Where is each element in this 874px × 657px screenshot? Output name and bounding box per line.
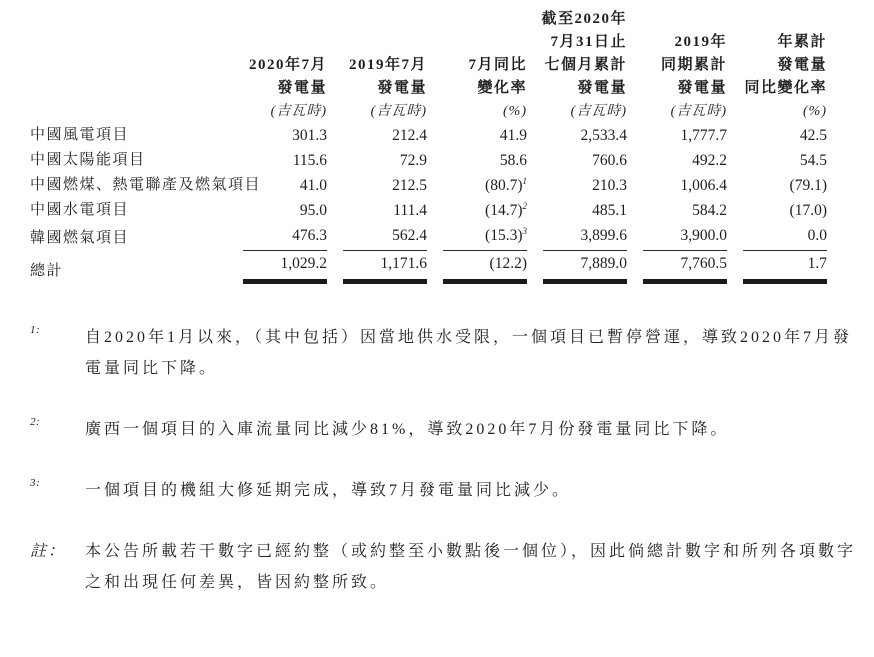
column-rule: 3,899.6 xyxy=(543,223,627,251)
cell: 72.9 xyxy=(399,152,427,169)
column-rule: 3,900.0 xyxy=(643,223,727,251)
header-line: 7月同比 xyxy=(468,57,527,73)
cell xyxy=(327,223,427,251)
header-line: 2019年 xyxy=(674,34,727,50)
col-header-ytd-yoy xyxy=(727,8,827,123)
header-spacer xyxy=(30,8,227,123)
double-rule xyxy=(743,279,827,284)
header-line: 發電量 xyxy=(677,80,727,96)
header-line: 截至2020年 xyxy=(541,11,627,27)
cell-value: 58.6 xyxy=(499,152,527,169)
note-text: 本公告所載若干數字已經約整（或約整至小數點後一個位），因此倘總計數字和所列各項數字之和出現任何差異，皆因約整所致。 xyxy=(85,543,857,591)
column-rule xyxy=(443,223,527,251)
double-rule xyxy=(443,279,527,284)
header-line: 2020年7月 xyxy=(248,57,327,73)
header-line: 發電量 xyxy=(377,80,427,96)
header-line: 發電量 xyxy=(577,80,627,96)
column-rule: 476.3 xyxy=(243,223,327,251)
row-label: 中國太陽能項目 xyxy=(30,152,146,168)
footnotes-section xyxy=(30,322,874,598)
header-line: 變化率 xyxy=(477,80,527,96)
header-unit: (%) xyxy=(803,104,827,119)
footnote-text: 自2020年1月以來，（其中包括）因當地供水受限，一個項目已暫停營運，導致2020年7月發電量同比下降。 xyxy=(85,329,853,377)
cell xyxy=(527,223,627,251)
cell: (79.1) xyxy=(789,177,827,194)
cell: 2,533.4 xyxy=(580,127,627,144)
table-row-china-coal-chp-gas xyxy=(30,173,827,198)
cell: 210.3 xyxy=(592,177,627,194)
footnote-ref: 1 xyxy=(522,175,527,186)
footnote-ref: 2 xyxy=(522,200,527,211)
header-line: 七個月累計 xyxy=(544,57,627,73)
column-rule: 0.0 xyxy=(743,223,827,251)
footnote-3 xyxy=(30,475,874,506)
cell-value: 7,889.0 xyxy=(580,255,627,272)
table-row-china-solar xyxy=(30,148,827,173)
footnote-marker: 1: xyxy=(30,324,41,336)
row-label: 中國燃煤、熱電聯產及燃氣項目 xyxy=(30,177,262,193)
rounding-note xyxy=(30,536,874,598)
cell-value: (15.3) xyxy=(485,227,523,244)
header-line: 7月31日止 xyxy=(550,34,627,50)
footnote-text: 一個項目的機組大修延期完成，導致7月發電量同比減少。 xyxy=(85,482,572,499)
double-rule xyxy=(643,279,727,284)
cell: 41.0 xyxy=(299,177,327,194)
total-cell xyxy=(327,251,427,284)
cell xyxy=(727,223,827,251)
header-line: 發電量 xyxy=(777,57,827,73)
footnote-marker: 3: xyxy=(30,477,41,489)
row-label: 韓國燃氣項目 xyxy=(30,230,130,246)
column-rule: 562.4 xyxy=(343,223,427,251)
cell: 42.5 xyxy=(799,127,827,144)
table-row-china-hydro xyxy=(30,198,827,223)
generation-table xyxy=(30,8,827,284)
cell: 212.5 xyxy=(392,177,427,194)
col-header-2019-cumulative xyxy=(627,8,727,123)
total-label: 總計 xyxy=(30,263,64,279)
cell-value: 1.7 xyxy=(807,255,827,272)
header-line: 同期累計 xyxy=(660,57,727,73)
cell xyxy=(427,123,527,148)
cell xyxy=(227,223,327,251)
header-line: 發電量 xyxy=(277,80,327,96)
total-cell xyxy=(627,251,727,284)
header-unit: (吉瓦時) xyxy=(370,104,427,119)
footnote-marker: 2: xyxy=(30,416,41,428)
header-line: 2019年7月 xyxy=(348,57,427,73)
cell: 492.2 xyxy=(692,152,727,169)
cell xyxy=(427,198,527,223)
cell-value: 1,029.2 xyxy=(280,255,327,272)
header-unit: (吉瓦時) xyxy=(270,104,327,119)
col-header-jul-yoy xyxy=(427,8,527,123)
note-marker: 註： xyxy=(30,543,67,560)
cell: 485.1 xyxy=(592,202,627,219)
double-rule xyxy=(543,279,627,284)
double-rule xyxy=(243,279,327,284)
cell xyxy=(427,223,527,251)
double-rule xyxy=(343,279,427,284)
table-row-korea-gas xyxy=(30,223,827,251)
cell-value: (12.2) xyxy=(489,255,527,272)
cell xyxy=(427,173,527,198)
col-header-2019-jul xyxy=(327,8,427,123)
table-row-total xyxy=(30,251,827,284)
header-line: 同比變化率 xyxy=(744,80,827,96)
total-cell xyxy=(227,251,327,284)
header-unit: (吉瓦時) xyxy=(570,104,627,119)
cell: 301.3 xyxy=(292,127,327,144)
cell-value: (80.7) xyxy=(485,177,523,194)
table-header-row xyxy=(30,8,827,123)
cell xyxy=(627,223,727,251)
total-cell xyxy=(727,251,827,284)
header-line: 年累計 xyxy=(777,34,827,50)
cell: 54.5 xyxy=(799,152,827,169)
footnote-ref: 3 xyxy=(522,225,527,236)
cell: 1,006.4 xyxy=(680,177,727,194)
cell: 1,777.7 xyxy=(680,127,727,144)
cell: 760.6 xyxy=(592,152,627,169)
footnote-text: 廣西一個項目的入庫流量同比減少81%，導致2020年7月份發電量同比下降。 xyxy=(85,421,730,438)
cell xyxy=(427,148,527,173)
header-unit: (吉瓦時) xyxy=(670,104,727,119)
footnote-2 xyxy=(30,414,874,445)
cell-value: 1,171.6 xyxy=(380,255,427,272)
row-label: 中國風電項目 xyxy=(30,127,130,143)
cell: (17.0) xyxy=(789,202,827,219)
total-cell xyxy=(427,251,527,284)
cell: 111.4 xyxy=(393,202,427,219)
cell-value: (14.7) xyxy=(485,202,523,219)
footnote-1 xyxy=(30,322,874,384)
row-label: 中國水電項目 xyxy=(30,202,130,218)
cell: 115.6 xyxy=(292,152,327,169)
header-unit: (%) xyxy=(503,104,527,119)
cell-value: 41.9 xyxy=(499,127,527,144)
table-row-china-wind xyxy=(30,123,827,148)
cell-value: 7,760.5 xyxy=(680,255,727,272)
cell: 584.2 xyxy=(692,202,727,219)
cell: 95.0 xyxy=(299,202,327,219)
cell: 212.4 xyxy=(392,127,427,144)
col-header-7m-cumulative xyxy=(527,8,627,123)
col-header-2020-jul xyxy=(227,8,327,123)
total-cell xyxy=(527,251,627,284)
